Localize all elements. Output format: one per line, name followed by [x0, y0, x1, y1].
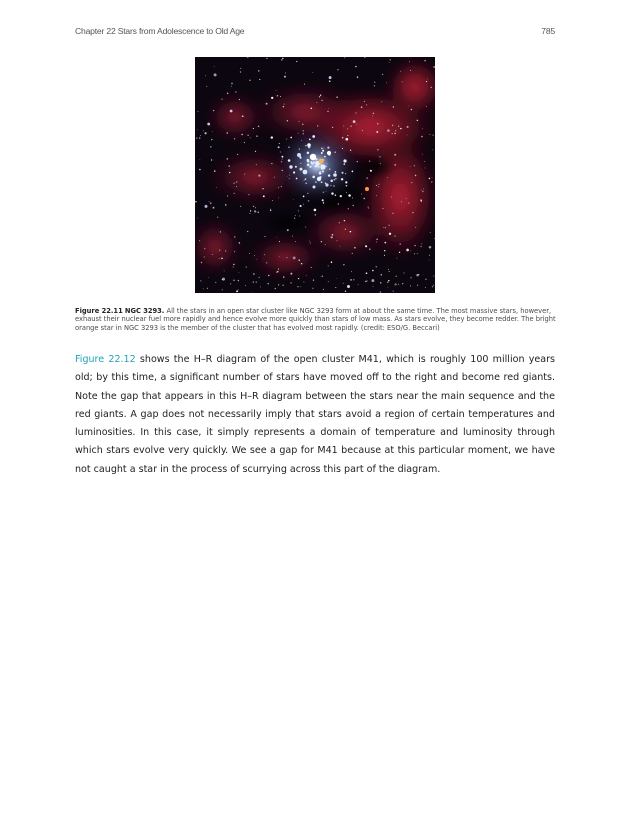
- figure-label: Figure 22.11: [75, 307, 123, 315]
- body-paragraph: [75, 351, 555, 479]
- figure-link[interactable]: Figure 22.12: [75, 354, 136, 365]
- orange-giant-star: [319, 159, 324, 164]
- figure-title: NGC 3293.: [124, 307, 165, 315]
- chapter-title: Chapter 22 Stars from Adolescence to Old Age: [75, 26, 245, 36]
- nebula-image: [195, 57, 435, 293]
- running-header: [75, 26, 555, 38]
- figure-caption: [75, 307, 561, 332]
- ngc3293-photo: [195, 57, 435, 293]
- paragraph-text: shows the H–R diagram of the open cluster M41, which is roughly 100 million years old; by this time, a significant number of stars have moved off to the right and become red giants. Note the gap that appears in this H–R diagram between the stars near the main sequence and the red giants. A gap does not necessarily imply that stars avoid a region of certain temperatures and luminosities. In this case, it simply represents a domain of temperature and luminosity through which stars evolve very quickly. We see a gap for M41 because at this particular moment, we have not caught a star in the process of scurrying across this part of the diagram.: [75, 354, 555, 475]
- page-number: 785: [541, 26, 555, 36]
- caption-text: All the stars in an open star cluster like NGC 3293 form at about the same time. The most massive stars, however, exhaust their nuclear fuel more rapidly and hence evolve more quickly than stars of low mass. As stars evolve, they become redder. The bright orange star in NGC 3293 is the member of the cluster that has evolved most rapidly. (credit: ESO/G. Beccari): [75, 307, 556, 332]
